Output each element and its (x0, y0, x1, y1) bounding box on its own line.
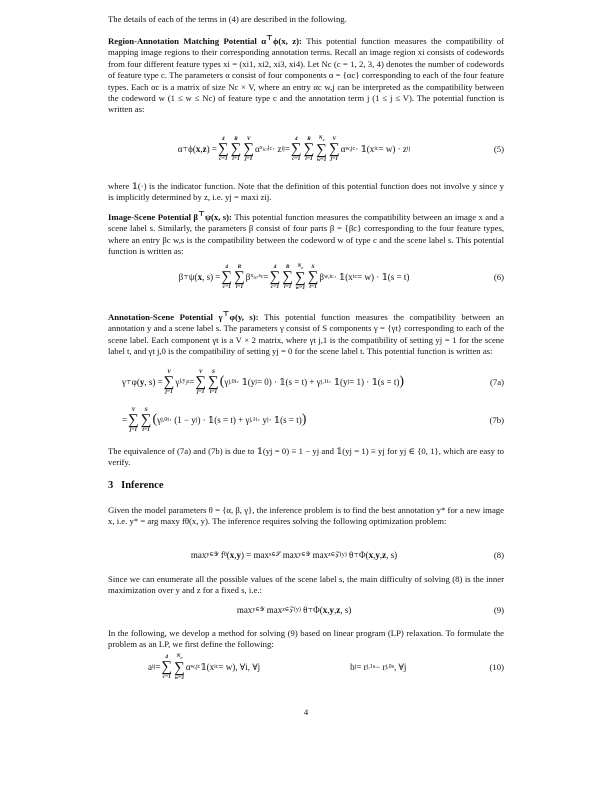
annot-scene-paragraph: Annotation-Scene Potential γ⊤φ(y, s): This potential function measures the compatibility between an annotation y and a scene label s. The parameters γ consist of S components γ = {γt} corresponding to each of the scene label. Each component γt is a V × 2 matrix, where γt j,1 is the compatibility of setting yj = 1 for the scene label t, and γt j,0 is the compatibility of setting yj = 0 for the scene label t. This potential function is written as: (108, 310, 504, 357)
inference-text-2: Since we can enumerate all the possible values of the scene label s, the main difficulty of solving (8) is the inner maximization over y and z for a fixed s, i.e.: (108, 574, 504, 596)
image-scene-body: This potential function measures the compatibility between an image x and a scene label s. Similarly, the parameters β consist of four parts β = {βc} corresponding to the four feature types, where an entry βc w,s is the compatibility between the codeword w of type c and the scene label s. This potential function is written as: (108, 211, 505, 257)
inference-paragraph-2 (108, 574, 504, 597)
annot-scene-after-text: The equivalence of (7a) and (7b) is due to 𝟙(yj = 0) ≡ 1 − yj and 𝟙(yj = 1) ≡ yj for yj ∈ {0, 1}, which are easy to verify. (108, 446, 504, 468)
equation-number: (10) (489, 662, 504, 672)
region-paragraph: Region-Annotation Matching Potential α⊤ϕ(x, z): This potential function measures the compatibility of mapping image regions to their corresponding annotation terms. Recall an image region xi consists of codewords from four different feature types xi = (xi1, xi2, xi3, xi4). Let Nc (c = 1, 2, 3, 4) denotes the number of codewords of feature type c. The parameters α consist of four components α = {αc} corresponding to each of the four feature types. Each αc is a matrix of size Nc × V, where an entry αc w,j can be interpreted as the compatibility between the codeword w (1 ≤ w ≤ Nc) of feature type c and the annotation term j (1 ≤ j ≤ V). The potential function is written as: (108, 34, 505, 115)
annot-scene-title: Annotation-Scene Potential (108, 311, 213, 322)
region-body: This potential function measures the compatibility of mapping image regions to their corresponding annotation terms. Recall an image region xi consists of codewords from four different feature types xi = (xi1, xi2, xi3, xi4). Let Nc (c = 1, 2, 3, 4) denotes the number of codewords of feature type c. The parameters α consist of four components α = {αc} corresponding to each of the four feature types. Each αc is a matrix of size Nc × V, where an entry αc w,j can be interpreted as the compatibility between the codeword w (1 ≤ w ≤ Nc) of feature type c and the annotation term j (1 ≤ j ≤ V). The potential function is written as: (108, 35, 505, 115)
intro-paragraph (108, 14, 504, 25)
equation-6: β ⊤ ψ( x , s) = 4 ∑ c=1 R ∑ i=1 β $x_{ic},s$ c = 4 ∑ c=1 R ∑ i=1 $N_c$ ∑ w=1 S ∑ t=1 β w,t c · 𝟙(x ic = w) · 𝟙(s = t) (6) (178, 262, 504, 292)
annot-scene-after (108, 446, 504, 469)
inference-text-3: In the following, we develop a method for solving (9) based on linear program (LP) relaxation. To formulate the problem as an LP, we first define the following: (108, 628, 504, 650)
inference-text-1: Given the model parameters θ = {α, β, γ}, the inference problem is to find the best annotation y* for a new image x, i.e. y* = arg maxy fθ(x, y). The inference requires solving the following optimization problem: (108, 505, 504, 527)
equation-number: (6) (493, 272, 504, 282)
section-heading (108, 480, 164, 491)
equation-number: (8) (493, 550, 504, 560)
section-title: Inference (121, 480, 164, 491)
annot-scene-body: This potential function measures the compatibility between an annotation y and a scene label s. The parameters γ consist of S components γ = {γt} corresponding to each of the scene label. Each component γt is a V × 2 matrix, where γt j,1 is the compatibility of setting yj = 1 for the scene label t, and γt j,0 is the compatibility of setting yj = 0 for the scene label t. This potential function is written as: (108, 311, 504, 357)
equation-7a: γ ⊤ φ( y , s) = V ∑ j=1 γ $j,y_j$ s = V ∑ j=1 S ∑ t=1 ( γ j,0 t · 𝟙(y j = 0) · 𝟙(s = t) + γ j,1 t · 𝟙(y j = 1) · 𝟙(s = t) ) (7a) (122, 369, 504, 395)
section-number: 3 (108, 480, 114, 491)
equation-10: a ij = 4 ∑ c=1 $N_c$ ∑ w=1 α w,j c 𝟙(x ic = w), ∀i, ∀j b j = r j,1 s − r j,0 s , ∀j (10) (148, 652, 504, 682)
equation-number: (7a) (490, 377, 504, 387)
image-scene-paragraph: Image-Scene Potential β⊤ψ(x, s): This potential function measures the compatibility between an image x and a scene label s. Similarly, the parameters β consist of four parts β = {βc} corresponding to the four feature types, where an entry βc w,s is the compatibility between the codeword w of type c and the scene label s. This potential function is written as: (108, 210, 505, 257)
equation-5: α ⊤ ϕ( x , z ) = 4 ∑ c=1 R ∑ i=1 V ∑ j=1 α $x_{ic},j$ c · z ij = 4 ∑ c=1 R ∑ i=1 $N_c$ ∑ w=1 V ∑ j=1 α w,j c · 𝟙(x ic = w) · z ij (5) (177, 134, 504, 164)
inference-paragraph-3 (108, 628, 504, 651)
equation-number: (5) (493, 144, 504, 154)
region-after (108, 181, 504, 204)
equation-7b: = V ∑ j=1 S ∑ t=1 ( γ j,0 t · (1 − y j ) · 𝟙(s = t) + γ j,1 t · y j · 𝟙(s = t) ) (7b) (122, 407, 504, 433)
equation-8: max y∈𝒴 f θ ( x , y ) = max s∈𝒮 max y∈𝒴 max z∈𝒵(y) θ ⊤ Φ( x , y , z , s) (8) (108, 540, 504, 570)
image-scene-title: Image-Scene Potential (108, 211, 191, 222)
equation-number: (9) (493, 605, 504, 615)
inference-paragraph-1 (108, 505, 504, 528)
region-title: Region-Annotation Matching Potential (108, 35, 257, 46)
intro-text: The details of each of the terms in (4) are described in the following. (108, 14, 347, 24)
equation-number: (7b) (489, 415, 504, 425)
region-after-text: where 𝟙(·) is the indicator function. Note that the definition of this potential function does not involve y since y is implicitly determined by z, i.e. yj = maxi zij. (108, 181, 504, 203)
page-number: 4 (303, 707, 309, 717)
equation-9: max y∈𝒴 max z∈𝒵(y) θ ⊤ Φ( x , y , z , s) (9) (108, 595, 504, 625)
